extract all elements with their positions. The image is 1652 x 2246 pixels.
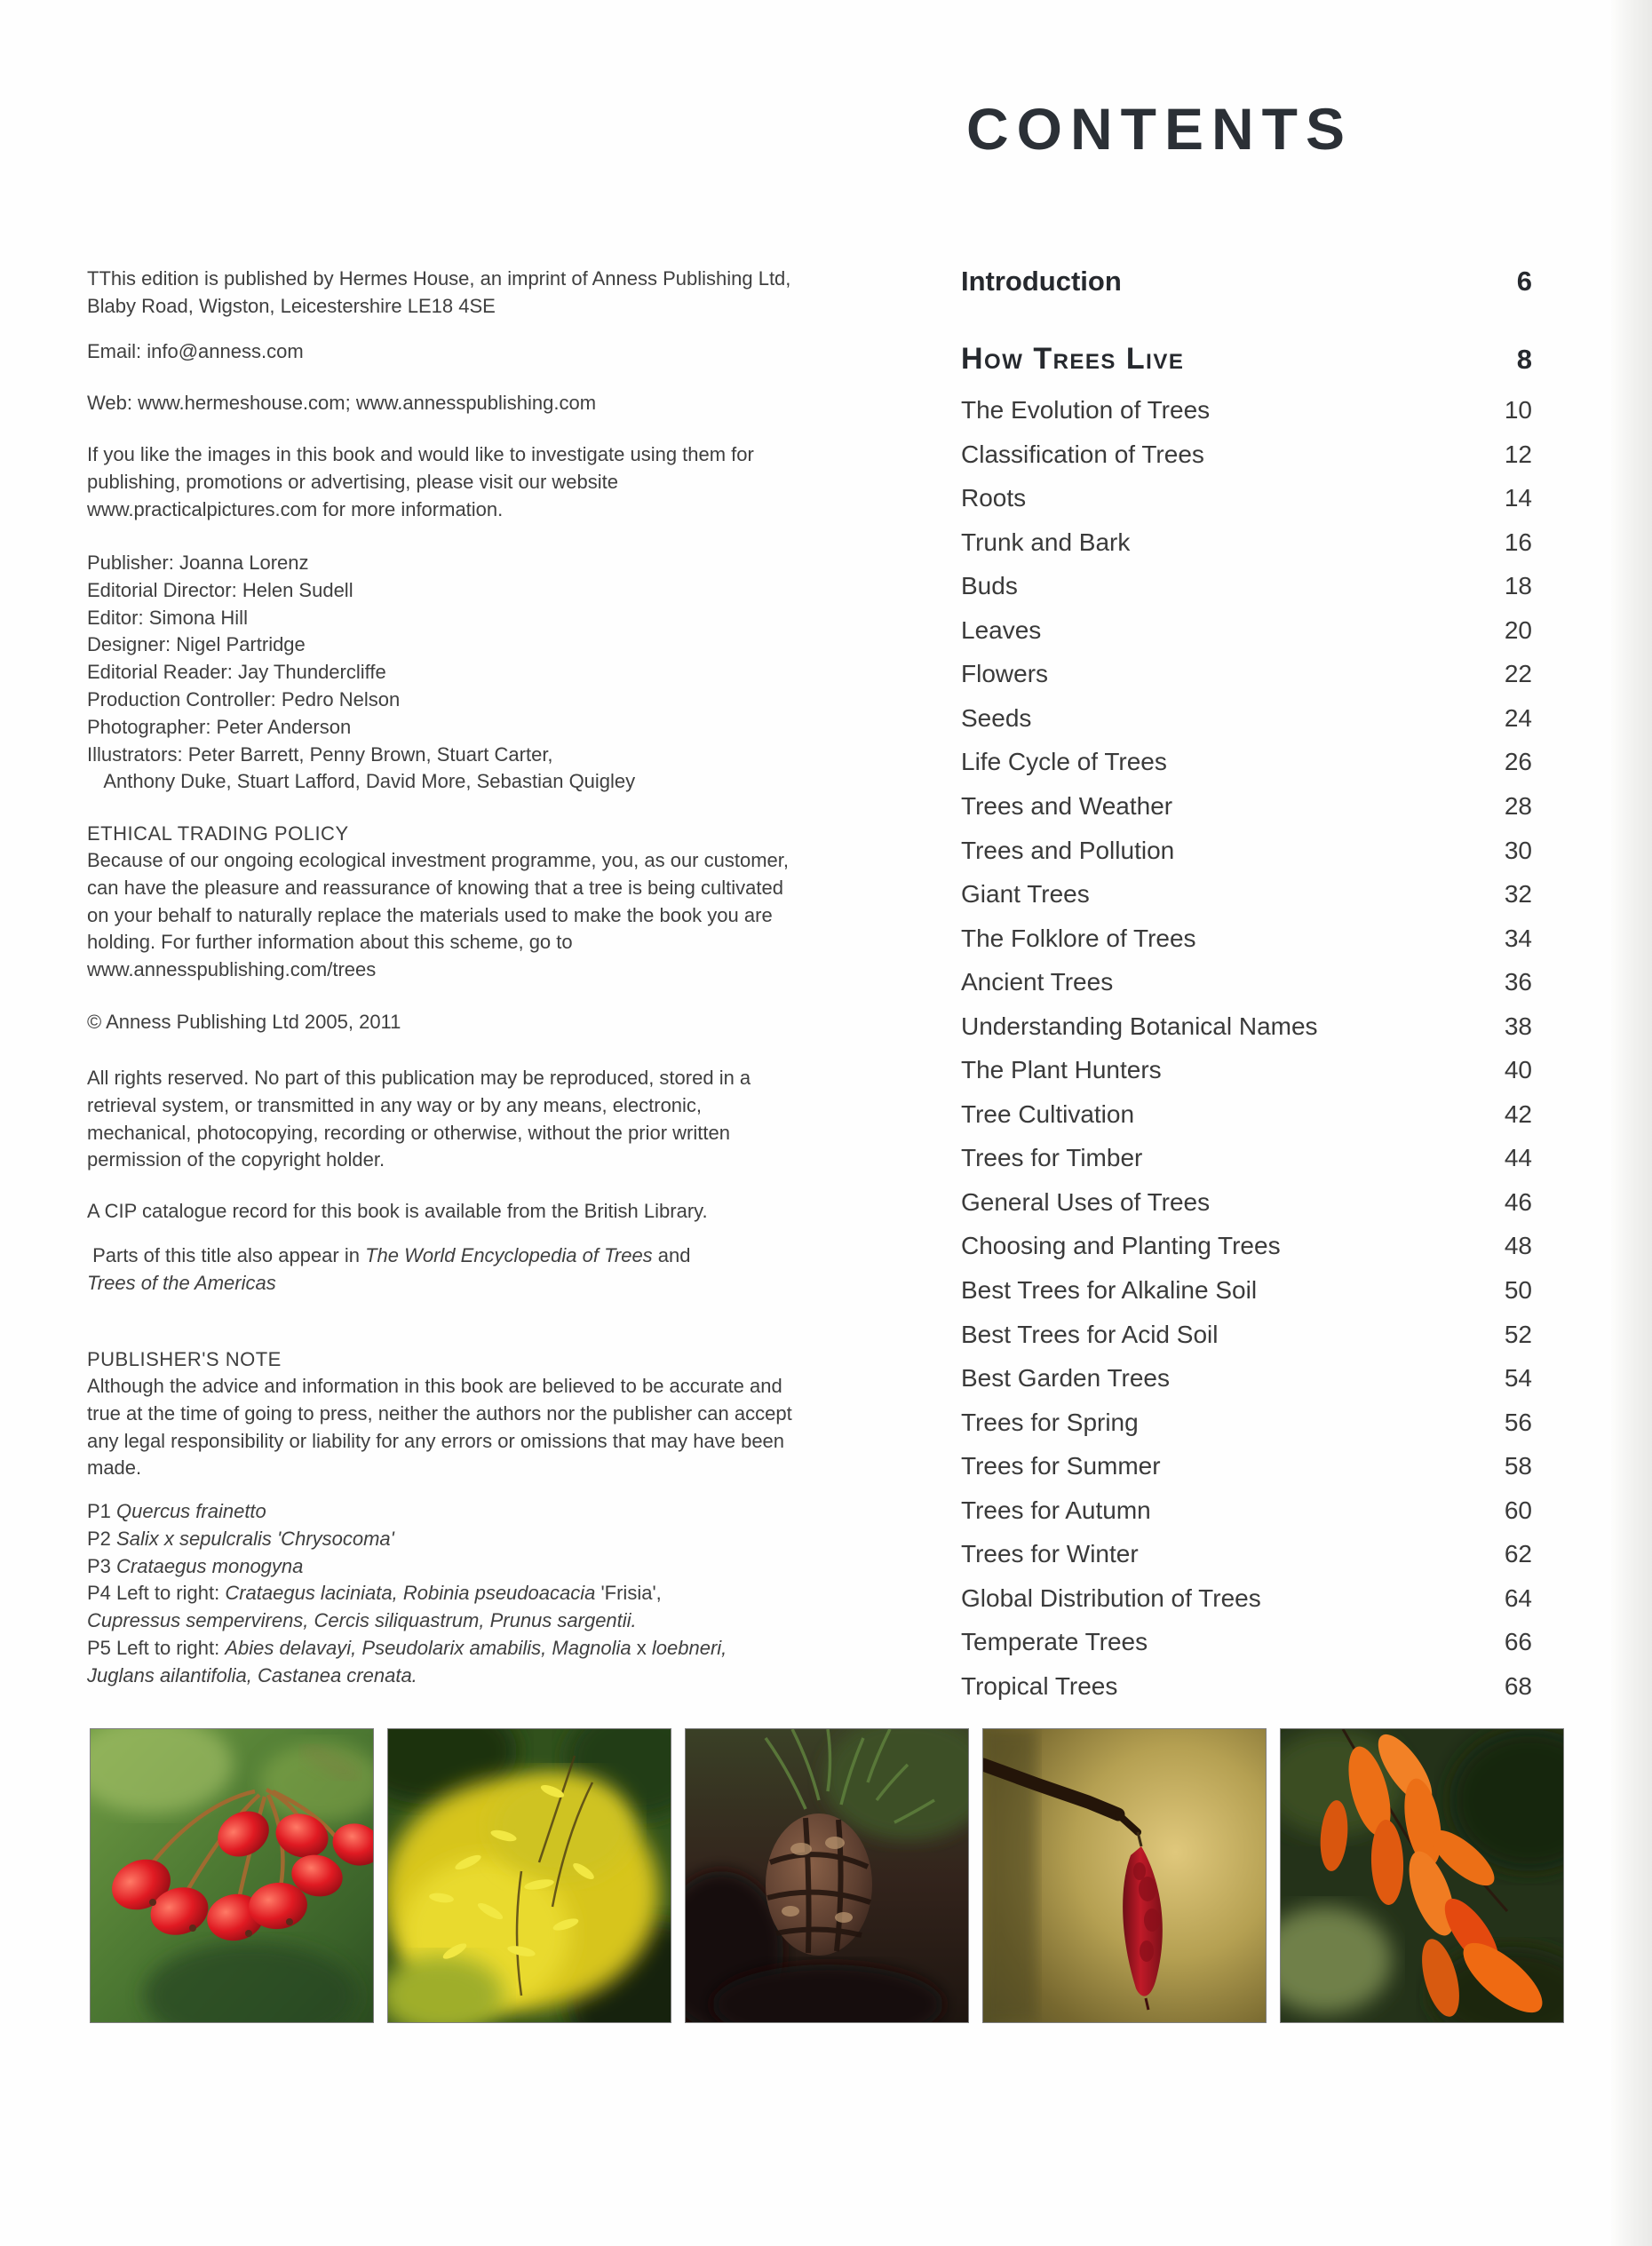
photo-red-seed-pod: [983, 1729, 1266, 2022]
toc-entry: [961, 872, 1532, 917]
toc-entry: [961, 696, 1532, 741]
toc-entry-label: Best Trees for Acid Soil: [961, 1320, 1219, 1348]
text-line: permission of the copyright holder.: [87, 1148, 385, 1171]
toc-entry-label: Tropical Trees: [961, 1671, 1118, 1700]
toc-entry-label: Introduction: [961, 266, 1122, 297]
toc-entry: [961, 1004, 1532, 1049]
toc-entry: [961, 1576, 1532, 1621]
toc-entry-page: 54: [1504, 1364, 1532, 1393]
toc-entry: [961, 652, 1532, 696]
toc-spacer: [961, 381, 1532, 388]
text-line: holding. For further information about this scheme, go to: [87, 931, 573, 954]
text-line: Illustrators: Peter Barrett, Penny Brown, Stuart Carter,: [87, 742, 553, 766]
toc-entry-page: 14: [1504, 484, 1532, 512]
toc-entry-label: Classification of Trees: [961, 440, 1204, 468]
text-line: Cupressus sempervirens, Cercis siliquastrum, Prunus sargentii.: [87, 1609, 637, 1632]
toc-entry-label: Understanding Botanical Names: [961, 1012, 1318, 1040]
toc-entry-label: Roots: [961, 484, 1027, 512]
toc-entry-label: Buds: [961, 572, 1018, 600]
text-line: Anthony Duke, Stuart Lafford, David More, Sebastian Quigley: [87, 770, 636, 793]
text-line: made.: [87, 1456, 142, 1480]
toc-entry: [961, 1664, 1532, 1709]
toc-entry: [961, 1444, 1532, 1488]
photo-orange-autumn-leaves: [1281, 1729, 1563, 2022]
text-line: Editorial Director: Helen Sudell: [87, 578, 353, 601]
toc-entry-label: Trees for Winter: [961, 1540, 1139, 1568]
toc-entry-page: 52: [1504, 1320, 1532, 1348]
text-line: on your behalf to naturally replace the materials used to make the book you are: [87, 903, 773, 926]
page-title: CONTENTS: [966, 96, 1353, 162]
text-line: Because of our ongoing ecological investment programme, you, as our customer,: [87, 849, 789, 871]
toc-entry: [961, 960, 1532, 1004]
toc-entry-label: The Folklore of Trees: [961, 924, 1196, 952]
toc-entry: [961, 1356, 1532, 1401]
toc-spacer: [961, 304, 1532, 337]
toc-entry-page: 56: [1504, 1408, 1532, 1436]
text-line: P3 Crataegus monogyna: [87, 1554, 304, 1577]
text-line: Editor: Simona Hill: [87, 606, 248, 629]
toc-entry-label: The Plant Hunters: [961, 1056, 1162, 1084]
web-line: Web: www.hermeshouse.com; www.annesspublishing.com: [87, 392, 597, 414]
toc-entry-page: 18: [1504, 572, 1532, 600]
text-line: can have the pleasure and reassurance of knowing that a tree is being cultivated: [87, 876, 783, 899]
toc-entry-label: Leaves: [961, 615, 1042, 644]
toc-entry: [961, 1180, 1532, 1225]
toc-entry: [961, 1224, 1532, 1268]
toc-entry-page: 10: [1504, 396, 1532, 425]
toc-entry-label: Trees and Weather: [961, 792, 1173, 821]
toc-entry-label: Trees for Spring: [961, 1408, 1139, 1436]
text-line: mechanical, photocopying, recording or otherwise, without the prior written: [87, 1121, 730, 1144]
toc-entry: [961, 1048, 1532, 1092]
toc-entry-page: 48: [1504, 1232, 1532, 1260]
text-line: P1 Quercus frainetto: [87, 1500, 266, 1522]
red-berries-image: [91, 1729, 373, 2022]
toc-entry-page: 32: [1504, 880, 1532, 909]
publishers-note-body: [87, 1373, 904, 1482]
toc-entry-page: 36: [1504, 968, 1532, 996]
publishers-note-heading: PUBLISHER'S NOTE: [87, 1348, 282, 1370]
toc-entry-page: 66: [1504, 1628, 1532, 1656]
toc-entry: [961, 1092, 1532, 1137]
toc-entry-label: Seeds: [961, 703, 1032, 732]
toc-entry-label: Trees and Pollution: [961, 836, 1175, 864]
cypress-cone-image: [686, 1729, 968, 2022]
text-line: publishing, promotions or advertising, please visit our website: [87, 470, 618, 493]
photo-cypress-cone: [686, 1729, 968, 2022]
plate-captions: [87, 1498, 904, 1690]
copyright-line: © Anness Publishing Ltd 2005, 2011: [87, 1011, 401, 1033]
toc-entry-label: Trunk and Bark: [961, 528, 1131, 556]
toc-entry-label: Choosing and Planting Trees: [961, 1232, 1281, 1260]
toc-entry-label: General Uses of Trees: [961, 1187, 1211, 1216]
text-line: retrieval system, or transmitted in any way or by any means, electronic,: [87, 1093, 703, 1116]
toc-entry-page: 42: [1504, 1099, 1532, 1128]
red-seed-pod-image: [983, 1729, 1266, 2022]
toc-entry-page: 12: [1504, 440, 1532, 468]
text-line: Although the advice and information in this book are believed to be accurate and: [87, 1375, 782, 1397]
text-line: Blaby Road, Wigston, Leicestershire LE18 4SE: [87, 294, 496, 317]
toc-entry-page: 34: [1504, 924, 1532, 952]
toc-entry: [961, 1401, 1532, 1445]
toc-entry-page: 28: [1504, 792, 1532, 821]
text-line: P4 Left to right: Crataegus laciniata, Robinia pseudoacacia 'Frisia',: [87, 1582, 662, 1605]
imprint-address: [87, 266, 904, 321]
toc-entry-list: [961, 388, 1532, 1708]
text-line: www.practicalpictures.com for more information.: [87, 497, 504, 520]
toc-section-label: How Trees Live: [961, 341, 1185, 376]
photo-red-berries: [91, 1729, 373, 2022]
photo-yellow-foliage: [388, 1729, 671, 2022]
toc-entry: [961, 829, 1532, 873]
text-line: Juglans ailantifolia, Castanea crenata.: [87, 1663, 417, 1686]
toc-entry: [961, 520, 1532, 565]
toc-entry-label: Global Distribution of Trees: [961, 1583, 1261, 1612]
toc-entry-label: Best Garden Trees: [961, 1364, 1171, 1393]
toc-entry-label: Best Trees for Alkaline Soil: [961, 1276, 1258, 1305]
toc-entry-page: 38: [1504, 1012, 1532, 1040]
text-line: All rights reserved. No part of this publication may be reproduced, stored in a: [87, 1067, 751, 1089]
toc-entry-page: 46: [1504, 1187, 1532, 1216]
toc-entry-page: 6: [1516, 266, 1532, 297]
text-line: P2 Salix x sepulcralis 'Chrysocoma': [87, 1527, 394, 1550]
toc-entry: [961, 1313, 1532, 1357]
toc-entry-label: Life Cycle of Trees: [961, 748, 1167, 776]
text-line: Editorial Reader: Jay Thundercliffe: [87, 661, 386, 684]
toc-entry-label: Trees for Autumn: [961, 1496, 1151, 1524]
toc-entry-label: Flowers: [961, 660, 1049, 688]
toc-entry: [961, 740, 1532, 784]
toc-entry-page: 60: [1504, 1496, 1532, 1524]
toc-section-page: 8: [1516, 343, 1532, 375]
toc-entry: [961, 784, 1532, 829]
text-line: Designer: Nigel Partridge: [87, 633, 306, 656]
toc-entry: [961, 1136, 1532, 1180]
toc-entry-page: 58: [1504, 1452, 1532, 1480]
toc-entry: [961, 433, 1532, 477]
cip-line: A CIP catalogue record for this book is available from the British Library.: [87, 1200, 708, 1222]
text-line: P5 Left to right: Abies delavayi, Pseudolarix amabilis, Magnolia x loebneri,: [87, 1636, 727, 1659]
toc-entry-label: Tree Cultivation: [961, 1099, 1135, 1128]
yellow-foliage-image: [388, 1729, 671, 2022]
toc-entry-page: 44: [1504, 1144, 1532, 1172]
toc-entry: [961, 1532, 1532, 1576]
text-line: Production Controller: Pedro Nelson: [87, 687, 401, 710]
email-line: Email: info@anness.com: [87, 340, 304, 362]
ethical-policy-body: [87, 847, 904, 984]
toc-entry-page: 24: [1504, 703, 1532, 732]
text-line: any legal responsibility or liability for any errors or omissions that may have been: [87, 1429, 785, 1452]
toc-entry: [961, 1268, 1532, 1313]
orange-autumn-leaves-image: [1281, 1729, 1563, 2022]
text-line: Parts of this title also appear in The World Encyclopedia of Trees and: [87, 1244, 691, 1266]
also-appears-note: [87, 1242, 904, 1298]
toc-entry-page: 62: [1504, 1540, 1532, 1568]
toc-entry: [961, 564, 1532, 608]
text-line: Photographer: Peter Anderson: [87, 715, 352, 738]
toc-entry-page: 64: [1504, 1583, 1532, 1612]
toc-entry: [961, 1620, 1532, 1664]
toc-section-how-trees-live: [961, 337, 1532, 382]
image-licensing-note: [87, 441, 904, 523]
toc-entry-page: 40: [1504, 1056, 1532, 1084]
toc-entry: [961, 917, 1532, 961]
text-line: If you like the images in this book and would like to investigate using them for: [87, 443, 754, 465]
text-line: Trees of the Americas: [87, 1271, 276, 1294]
toc-entry-page: 30: [1504, 836, 1532, 864]
text-line: Publisher: Joanna Lorenz: [87, 552, 309, 574]
toc-entry-page: 16: [1504, 528, 1532, 556]
toc-entry-label: Ancient Trees: [961, 968, 1114, 996]
text-line: true at the time of going to press, neither the authors nor the publisher can accept: [87, 1401, 792, 1425]
toc-entry-introduction: [961, 259, 1532, 304]
toc-entry-page: 20: [1504, 615, 1532, 644]
table-of-contents: [961, 259, 1532, 1709]
toc-entry-page: 26: [1504, 748, 1532, 776]
scan-edge-band: [1611, 0, 1652, 2246]
text-line: www.annesspublishing.com/trees: [87, 958, 377, 981]
toc-entry-page: 50: [1504, 1276, 1532, 1305]
toc-entry: [961, 1488, 1532, 1533]
rights-paragraph: [87, 1065, 904, 1174]
toc-entry: [961, 476, 1532, 520]
toc-entry-label: The Evolution of Trees: [961, 396, 1211, 425]
toc-entry-label: Giant Trees: [961, 880, 1090, 909]
toc-entry-label: Trees for Timber: [961, 1144, 1143, 1172]
ethical-policy-heading: ETHICAL TRADING POLICY: [87, 822, 349, 845]
toc-entry-page: 22: [1504, 660, 1532, 688]
toc-entry-label: Trees for Summer: [961, 1452, 1161, 1480]
toc-entry: [961, 388, 1532, 433]
toc-entry: [961, 608, 1532, 653]
credits-list: [87, 550, 904, 796]
toc-entry-page: 68: [1504, 1671, 1532, 1700]
toc-entry-label: Temperate Trees: [961, 1628, 1148, 1656]
text-line: TThis edition is published by Hermes House, an imprint of Anness Publishing Ltd,: [87, 267, 791, 290]
